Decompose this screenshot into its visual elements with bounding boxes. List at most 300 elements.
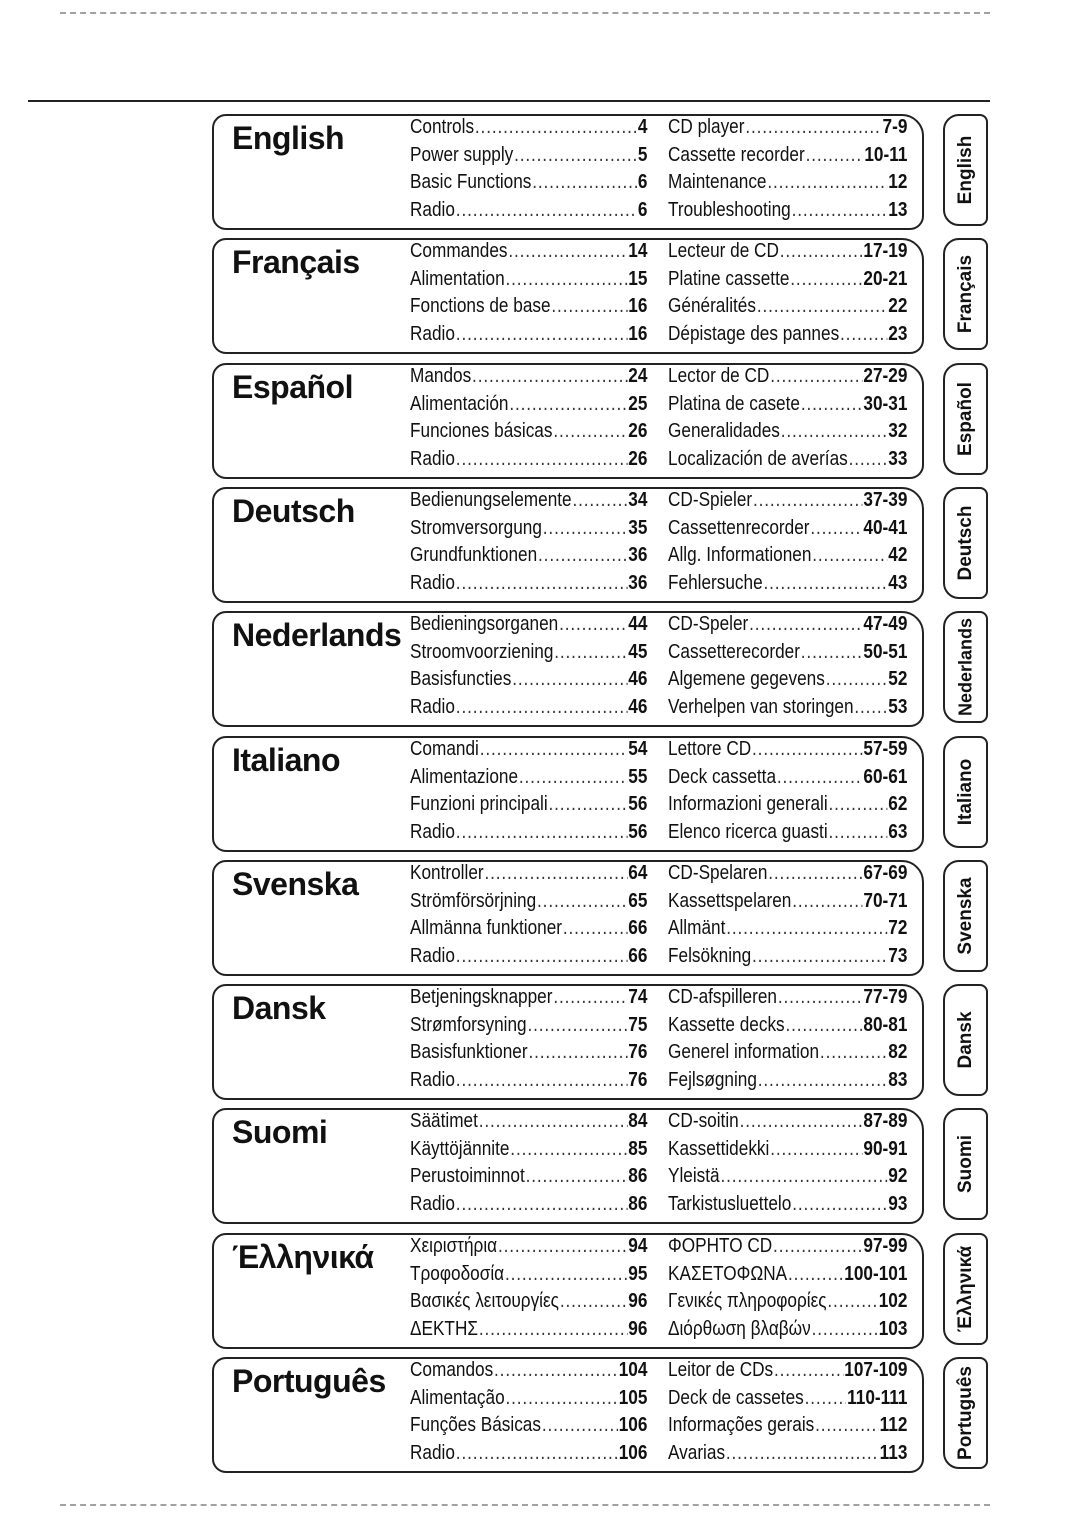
toc-entry[interactable]	[668, 1012, 907, 1040]
toc-entry-page: 26	[628, 420, 648, 443]
toc-entry-label: Generel information	[668, 1041, 820, 1064]
toc-entry[interactable]	[410, 418, 647, 446]
language-tab[interactable]	[943, 363, 988, 475]
toc-entry[interactable]	[668, 1261, 907, 1289]
language-heading: Italiano	[232, 742, 341, 778]
toc-entry[interactable]	[668, 515, 907, 543]
toc-entry[interactable]	[410, 293, 647, 321]
toc-entry-label: Strömförsörjning	[410, 889, 537, 912]
toc-entry[interactable]	[668, 363, 907, 391]
dot-leader	[456, 819, 628, 847]
dot-leader	[472, 363, 627, 391]
toc-entry[interactable]	[410, 888, 647, 916]
toc-entry[interactable]	[668, 487, 907, 515]
language-tab[interactable]	[943, 611, 988, 723]
toc-entry[interactable]	[668, 1357, 907, 1385]
toc-entry[interactable]	[410, 1067, 647, 1095]
toc-entry-page: 110-111	[847, 1386, 908, 1409]
toc-entry-label: Betjeningsknapper	[410, 986, 553, 1008]
toc-entry-page: 60-61	[863, 765, 908, 788]
dot-leader	[560, 1288, 628, 1316]
language-heading: Dansk	[232, 990, 326, 1026]
dot-leader	[456, 570, 628, 598]
language-heading: Nederlands	[232, 617, 402, 653]
toc-entry[interactable]	[668, 418, 907, 446]
toc-entry-label: Tarkistusluettelo	[668, 1193, 792, 1216]
language-section	[212, 114, 924, 228]
toc-entry[interactable]	[668, 888, 907, 916]
toc-entry-label: Kassette decks	[668, 1013, 785, 1036]
toc-entry-label: Commandes	[410, 240, 508, 262]
toc-column-left	[410, 1357, 648, 1468]
toc-entry-page: 30-31	[863, 392, 908, 415]
dot-leader	[801, 391, 863, 419]
toc-entry[interactable]	[410, 1039, 647, 1067]
toc-entry[interactable]	[410, 611, 647, 639]
language-heading: Έλληνικά	[232, 1239, 374, 1275]
toc-entry-page: 105	[618, 1386, 648, 1409]
toc-entry-page: 37-39	[863, 489, 908, 511]
toc-entry-page: 46	[628, 696, 648, 719]
toc-entry-page: 53	[888, 696, 908, 719]
toc-entry-page: 77-79	[863, 986, 908, 1008]
toc-column-left	[410, 487, 648, 598]
toc-entry-label: Radio	[410, 821, 455, 844]
toc-entry-label: Algemene gegevens	[668, 668, 825, 691]
toc-entry[interactable]	[410, 1288, 647, 1316]
toc-entry[interactable]	[410, 266, 647, 294]
toc-entry-page: 15	[628, 267, 648, 290]
toc-entry-page: 80-81	[863, 1013, 908, 1036]
toc-column-left	[410, 114, 648, 225]
toc-entry-label: Verhelpen van storingen	[668, 696, 854, 719]
dot-leader	[726, 915, 887, 943]
toc-entry[interactable]	[668, 446, 907, 474]
dot-leader	[526, 1163, 628, 1191]
toc-entry[interactable]	[668, 1039, 907, 1067]
toc-entry-label: Radio	[410, 1069, 455, 1092]
toc-entry[interactable]	[410, 1316, 647, 1344]
toc-entry[interactable]	[668, 1191, 907, 1219]
toc-entry[interactable]	[668, 238, 907, 266]
toc-entry[interactable]	[668, 1108, 907, 1136]
dot-leader	[528, 1039, 627, 1067]
toc-entry-label: Informações gerais	[668, 1414, 815, 1437]
toc-entry-page: 75	[628, 1013, 648, 1036]
toc-entry-page: 76	[628, 1069, 648, 1092]
toc-entry-page: 22	[888, 295, 908, 318]
toc-entry-page: 90-91	[863, 1137, 908, 1160]
toc-entry-label: ΚΑΣΕΤΟΦΩΝΑ	[668, 1262, 788, 1285]
toc-entry[interactable]	[668, 984, 907, 1012]
toc-entry-page: 52	[888, 668, 908, 691]
toc-entry[interactable]	[668, 169, 907, 197]
toc-entry-label: Allmänt	[668, 917, 726, 940]
toc-entry[interactable]	[668, 694, 907, 722]
toc-entry-page: 62	[888, 793, 908, 816]
toc-entry[interactable]	[668, 764, 907, 792]
toc-entry[interactable]	[410, 487, 647, 515]
toc-entry[interactable]	[410, 169, 647, 197]
toc-entry[interactable]	[668, 1233, 907, 1261]
toc-entry-page: 73	[888, 945, 908, 968]
toc-entry-page: 6	[637, 199, 648, 222]
toc-entry-label: Cassetterecorder	[668, 640, 800, 663]
toc-entry-label: Deck cassetta	[668, 765, 777, 788]
toc-column-right	[668, 611, 908, 722]
toc-entry[interactable]	[410, 1440, 647, 1468]
toc-entry-label: Säätimet	[410, 1110, 478, 1132]
toc-entry[interactable]	[668, 791, 907, 819]
dot-leader	[790, 266, 862, 294]
toc-column-left	[410, 1233, 648, 1344]
language-tab[interactable]	[943, 1357, 988, 1469]
language-tab-label: Español	[954, 382, 976, 456]
dot-leader	[801, 639, 863, 667]
dot-leader	[764, 570, 888, 598]
dot-leader	[514, 142, 637, 170]
toc-entry[interactable]	[410, 391, 647, 419]
toc-entry[interactable]	[668, 860, 907, 888]
toc-entry[interactable]	[410, 1012, 647, 1040]
language-heading: Deutsch	[232, 493, 355, 529]
dot-leader	[456, 446, 628, 474]
dot-leader	[849, 446, 888, 474]
language-tab-label: Έλληνικά	[954, 1245, 976, 1333]
toc-entry-label: Alimentación	[410, 392, 509, 415]
toc-column-left	[410, 984, 648, 1095]
language-heading: Português	[232, 1363, 386, 1399]
toc-entry-page: 74	[628, 986, 648, 1008]
toc-column-left	[410, 1108, 648, 1219]
toc-entry-label: Allg. Informationen	[668, 544, 812, 567]
toc-entry[interactable]	[410, 791, 647, 819]
dot-leader	[812, 1316, 878, 1344]
toc-entry-page: 64	[628, 862, 648, 884]
toc-entry[interactable]	[410, 1163, 647, 1191]
toc-column-right	[668, 984, 908, 1095]
dot-leader	[484, 860, 627, 888]
toc-entry[interactable]	[410, 666, 647, 694]
language-section	[212, 1233, 924, 1347]
toc-entry-page: 47-49	[863, 613, 908, 635]
toc-entry-page: 4	[637, 116, 648, 138]
dot-leader	[549, 791, 628, 819]
toc-entry[interactable]	[668, 266, 907, 294]
toc-column-left	[410, 363, 648, 474]
language-section	[212, 1108, 924, 1222]
dot-leader	[456, 321, 628, 349]
toc-entry[interactable]	[668, 1288, 907, 1316]
toc-column-left	[410, 860, 648, 971]
toc-entry[interactable]	[410, 639, 647, 667]
language-section	[212, 860, 924, 974]
dot-leader	[527, 1012, 627, 1040]
toc-entry[interactable]	[668, 1440, 907, 1468]
toc-entry[interactable]	[410, 446, 647, 474]
toc-entry[interactable]	[410, 515, 647, 543]
toc-entry[interactable]	[410, 1385, 647, 1413]
toc-entry[interactable]	[410, 1233, 647, 1261]
dot-leader	[512, 666, 627, 694]
toc-entry-page: 86	[628, 1165, 648, 1188]
toc-entry-label: Βασικές λειτουργίες	[410, 1290, 559, 1313]
toc-entry-label: Lecteur de CD	[668, 240, 779, 262]
toc-entry-label: Généralités	[668, 295, 756, 318]
toc-entry[interactable]	[668, 391, 907, 419]
toc-entry-page: 43	[888, 572, 908, 595]
dot-leader	[773, 1233, 863, 1261]
toc-entry-label: Alimentation	[410, 267, 505, 290]
toc-entry[interactable]	[410, 819, 647, 847]
dot-leader	[829, 791, 888, 819]
language-tab[interactable]	[943, 736, 988, 848]
toc-entry-page: 113	[879, 1442, 908, 1465]
toc-entry[interactable]	[668, 943, 907, 971]
toc-entry[interactable]	[410, 915, 647, 943]
toc-entry-label: Lector de CD	[668, 365, 770, 387]
toc-entry-label: Fejlsøgning	[668, 1069, 757, 1092]
toc-entry-label: Deck de cassetes	[668, 1386, 804, 1409]
toc-entry[interactable]	[410, 984, 647, 1012]
dot-leader	[788, 1261, 843, 1289]
toc-entry[interactable]	[668, 1316, 907, 1344]
toc-entry-page: 102	[878, 1290, 908, 1313]
toc-entry-page: 103	[878, 1318, 908, 1341]
toc-entry[interactable]	[668, 639, 907, 667]
toc-entry[interactable]	[668, 1067, 907, 1095]
toc-entry-page: 7-9	[882, 116, 908, 138]
dot-leader	[840, 321, 887, 349]
toc-entry-label: Avarias	[668, 1442, 726, 1465]
toc-entry-page: 94	[628, 1235, 648, 1257]
dot-leader	[745, 114, 881, 142]
toc-entry-label: ΔΕΚΤΗΣ	[410, 1318, 478, 1341]
toc-entry-page: 56	[628, 821, 648, 844]
toc-entry-label: Perustoiminnot	[410, 1165, 525, 1188]
toc-entry-page: 36	[628, 544, 648, 567]
toc-entry[interactable]	[668, 142, 907, 170]
toc-entry[interactable]	[668, 570, 907, 598]
toc-entry[interactable]	[668, 915, 907, 943]
toc-entry[interactable]	[668, 1385, 907, 1413]
toc-column-right	[668, 363, 908, 474]
scan-noise-bottom	[60, 1504, 990, 1506]
toc-entry-label: Dépistage des pannes	[668, 323, 840, 346]
toc-entry-page: 5	[637, 143, 648, 166]
toc-entry[interactable]	[668, 197, 907, 225]
toc-entry[interactable]	[668, 819, 907, 847]
toc-entry[interactable]	[668, 293, 907, 321]
toc-entry-page: 95	[628, 1262, 648, 1285]
toc-entry-label: CD player	[668, 116, 745, 138]
dot-leader	[740, 1108, 863, 1136]
dot-leader	[806, 142, 864, 170]
dot-leader	[456, 943, 628, 971]
toc-entry-page: 100-101	[844, 1262, 908, 1285]
toc-entry-page: 82	[888, 1041, 908, 1064]
toc-entry-label: Yleistä	[668, 1165, 720, 1188]
toc-entry-page: 26	[628, 448, 648, 471]
toc-entry-label: CD-Spelaren	[668, 862, 768, 884]
toc-entry-label: Basisfuncties	[410, 668, 512, 691]
toc-entry-label: Bedieningsorganen	[410, 613, 559, 635]
dot-leader	[815, 1412, 879, 1440]
toc-entry-page: 32	[888, 420, 908, 443]
toc-entry-label: Maintenance	[668, 171, 767, 194]
toc-entry[interactable]	[410, 542, 647, 570]
language-tab[interactable]	[943, 487, 988, 599]
dot-leader	[572, 487, 627, 515]
toc-entry-label: CD-afspilleren	[668, 986, 777, 1008]
dot-leader	[792, 1191, 887, 1219]
dot-leader	[780, 238, 863, 266]
dot-leader	[553, 418, 627, 446]
toc-entry-label: Cassettenrecorder	[668, 516, 810, 539]
toc-entry[interactable]	[410, 1108, 647, 1136]
toc-entry[interactable]	[410, 1357, 647, 1385]
toc-entry-page: 63	[888, 821, 908, 844]
toc-entry-label: Διόρθωση βλαβών	[668, 1318, 811, 1341]
toc-entry-label: CD-Speler	[668, 613, 749, 635]
toc-entry[interactable]	[410, 114, 647, 142]
toc-entry-label: Χειριστήρια	[410, 1235, 498, 1257]
toc-entry[interactable]	[410, 943, 647, 971]
dot-leader	[456, 1067, 628, 1095]
toc-entry-label: Fonctions de base	[410, 295, 551, 318]
toc-entry-label: Γενικές πληροφορίες	[668, 1290, 827, 1313]
dot-leader	[475, 114, 637, 142]
toc-entry[interactable]	[410, 736, 647, 764]
language-tab[interactable]	[943, 860, 988, 972]
toc-column-right	[668, 736, 908, 847]
toc-entry-page: 97-99	[863, 1235, 908, 1257]
language-tab[interactable]	[943, 1233, 988, 1345]
dot-leader	[726, 1440, 879, 1468]
toc-entry-label: Platine cassette	[668, 267, 790, 290]
toc-entry-page: 54	[628, 738, 648, 760]
toc-entry[interactable]	[410, 238, 647, 266]
toc-entry-page: 106	[618, 1414, 648, 1437]
dot-leader	[758, 1067, 888, 1095]
language-heading: Suomi	[232, 1114, 328, 1150]
toc-entry-page: 45	[628, 640, 648, 663]
language-tab-label: Svenska	[954, 877, 976, 955]
toc-entry-page: 57-59	[863, 738, 908, 760]
toc-entry[interactable]	[410, 570, 647, 598]
language-heading: English	[232, 120, 345, 156]
toc-entry-label: Troubleshooting	[668, 199, 791, 222]
dot-leader	[559, 611, 627, 639]
toc-entry[interactable]	[410, 860, 647, 888]
language-tab-label: Português	[954, 1366, 976, 1460]
toc-entry[interactable]	[668, 611, 907, 639]
toc-entry-page: 24	[628, 365, 648, 387]
toc-entry-page: 76	[628, 1041, 648, 1064]
language-tab[interactable]	[943, 984, 988, 1096]
toc-entry-label: Felsökning	[668, 945, 752, 968]
toc-entry[interactable]	[410, 197, 647, 225]
dot-leader	[805, 1385, 847, 1413]
toc-entry[interactable]	[410, 1191, 647, 1219]
dot-leader	[506, 1385, 618, 1413]
toc-entry[interactable]	[668, 1136, 907, 1164]
toc-entry[interactable]	[668, 736, 907, 764]
toc-entry[interactable]	[410, 321, 647, 349]
toc-entry-label: Mandos	[410, 365, 472, 387]
toc-entry-page: 104	[618, 1359, 648, 1381]
toc-entry-page: 44	[628, 613, 648, 635]
toc-column-right	[668, 860, 908, 971]
language-tab[interactable]	[943, 238, 988, 350]
toc-entry[interactable]	[668, 666, 907, 694]
toc-entry-page: 33	[888, 448, 908, 471]
toc-entry[interactable]	[668, 1412, 907, 1440]
language-section	[212, 1357, 924, 1471]
toc-entry-page: 12	[888, 171, 908, 194]
toc-entry[interactable]	[668, 1163, 907, 1191]
dot-leader	[551, 293, 627, 321]
toc-entry-label: Bedienungselemente	[410, 489, 572, 511]
toc-entry[interactable]	[410, 363, 647, 391]
toc-column-right	[668, 1357, 908, 1468]
toc-entry-page: 16	[628, 295, 648, 318]
toc-entry-label: Radio	[410, 1442, 455, 1465]
toc-entry[interactable]	[668, 114, 907, 142]
toc-entry-page: 85	[628, 1137, 648, 1160]
toc-entry-page: 35	[628, 516, 648, 539]
language-tab[interactable]	[943, 114, 988, 226]
toc-entry-label: Fehlersuche	[668, 572, 763, 595]
dot-leader	[752, 736, 863, 764]
toc-entry[interactable]	[410, 1412, 647, 1440]
toc-column-right	[668, 1108, 908, 1219]
language-tab[interactable]	[943, 1108, 988, 1220]
toc-entry[interactable]	[410, 1261, 647, 1289]
toc-entry-page: 107-109	[844, 1359, 908, 1381]
toc-column-right	[668, 114, 908, 225]
toc-entry[interactable]	[668, 542, 907, 570]
dot-leader	[770, 363, 862, 391]
dot-leader	[785, 1012, 862, 1040]
language-section	[212, 363, 924, 477]
dot-leader	[749, 611, 862, 639]
toc-entry-page: 87-89	[863, 1110, 908, 1132]
toc-entry-label: Funzioni principali	[410, 793, 548, 816]
dot-leader	[538, 542, 627, 570]
toc-entry-label: Localización de averías	[668, 448, 848, 471]
dot-leader	[820, 1039, 887, 1067]
dot-leader	[553, 984, 627, 1012]
toc-entry-label: Comandos	[410, 1359, 494, 1381]
language-tab-label: Italiano	[954, 758, 976, 826]
dot-leader	[826, 666, 888, 694]
toc-entry[interactable]	[410, 1136, 647, 1164]
toc-entry-label: Cassette recorder	[668, 143, 805, 166]
toc-entry-label: Leitor de CDs	[668, 1359, 774, 1381]
toc-entry-label: Lettore CD	[668, 738, 752, 760]
dot-leader	[479, 1316, 628, 1344]
toc-entry[interactable]	[410, 764, 647, 792]
toc-entry[interactable]	[410, 142, 647, 170]
toc-entry-page: 14	[628, 240, 648, 262]
dot-leader	[768, 860, 862, 888]
toc-entry[interactable]	[668, 321, 907, 349]
dot-leader	[480, 736, 628, 764]
dot-leader	[456, 197, 637, 225]
toc-entry[interactable]	[410, 694, 647, 722]
toc-entry-label: CD-soitin	[668, 1110, 739, 1132]
